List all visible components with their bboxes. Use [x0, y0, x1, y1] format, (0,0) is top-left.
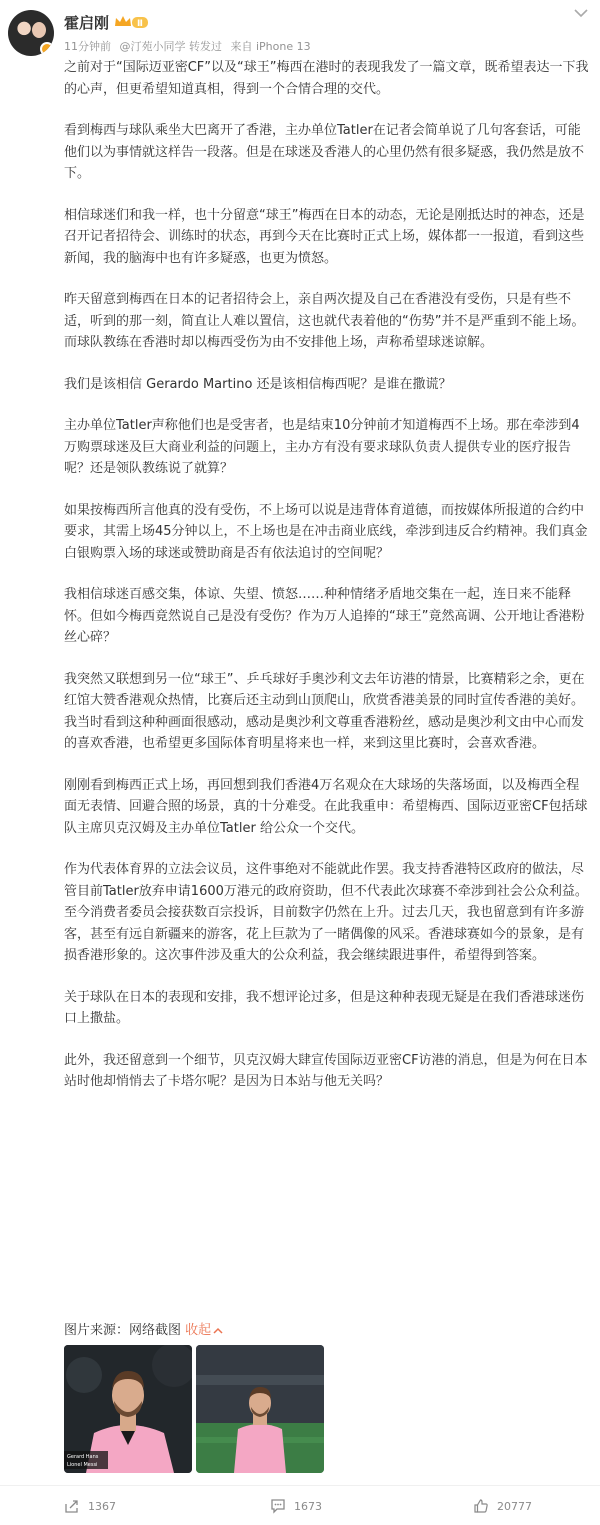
paragraph: 看到梅西与球队乘坐大巴离开了香港，主办单位Tatler在记者会简单说了几句客套话，可能他们以为事情就这样告一段落。但是在球迷及香港人的心里仍然有很多疑惑，我仍然是放不下。	[64, 123, 585, 181]
comment-button[interactable]	[270, 1496, 322, 1516]
author-name[interactable]: 霍启刚	[64, 14, 110, 32]
paragraph: 主办单位Tatler声称他们也是受害者，也是结束10分钟前才知道梅西不上场。那在牵涉到4万购票球迷及巨大商业利益的问题上，主办方有没有要求球队负责人提供专业的医疗报告呢？还是领队教练说了就算？	[64, 418, 580, 476]
vip-crown-icon[interactable]	[113, 14, 149, 30]
chevron-down-icon[interactable]	[572, 6, 590, 20]
post-meta	[64, 38, 316, 54]
paragraph: 刚刚看到梅西正式上场，再回想到我们香港4万名观众在大球场的失落场面，以及梅西全程面无表情、回避合照的场景，真的十分难受。在此我重申：希望梅西、国际迈亚密CF包括球队主席贝克汉姆及主办单位Tatler 给公众一个交代。	[64, 777, 588, 836]
image-source-label: 图片来源：网络截图	[64, 1323, 182, 1338]
photo-caption-line2: Lionel Messi	[67, 1462, 98, 1468]
paragraph: 相信球迷们和我一样，也十分留意“球王”梅西在日本的动态，无论是刚抵达时的神态，还是召开记者招待会、训练时的状态，再到今天在比赛时正式上场，媒体都一一报道，看到这些新闻，我的脑海中也有许多疑惑，也更为愤怒。	[64, 207, 585, 266]
post-photo-1[interactable]	[64, 1345, 192, 1473]
post-time[interactable]: 11分钟前	[64, 40, 111, 53]
svg-text:Ⅱ: Ⅱ	[137, 19, 143, 29]
like-button[interactable]	[473, 1496, 532, 1516]
player-pitch-image	[196, 1345, 324, 1473]
paragraph: 之前对于“国际迈亚密CF”以及“球王”梅西在港时的表现我发了一篇文章，既希望表达一下我的心声，但更希望知道真相，得到一个合情合理的交代。	[64, 60, 589, 97]
post-device: 来自 iPhone 13	[230, 40, 311, 53]
paragraph: 如果按梅西所言他真的没有受伤，不上场可以说是违背体育道德，而按媒体所报道的合约中要求，其需上场45分钟以上，不上场也是在冲击商业底线，牵涉到违反合约精神。我们真金白银购票入场的球迷或赞助商是否有依法追讨的空间呢？	[64, 502, 588, 561]
verified-badge-icon	[40, 42, 54, 56]
paragraph: 作为代表体育界的立法会议员，这件事绝对不能就此作罢。我支持香港特区政府的做法，尽管目前Tatler放弃申请1600万港元的政府资助，但不代表此次球赛不牵涉到社会公众利益。至今消费者委员会接获数百宗投诉，目前数字仍然在上升。过去几天，我也留意到有许多游客，甚至有远自新疆来的游客，花上巨款为了一睹偶像的风采。香港球赛如今的景象，是有损香港形象的。这次事件涉及重大的公众利益，我会继续跟进事件，希望得到答案。	[64, 862, 588, 963]
post-content	[64, 57, 592, 1093]
paragraph: 我们是该相信 Gerardo Martino 还是该相信梅西呢？是谁在撒谎？	[64, 376, 452, 392]
repost-button[interactable]	[64, 1496, 116, 1516]
share-icon	[64, 1498, 80, 1514]
player-closeup-image	[64, 1345, 192, 1473]
paragraph: 我突然又联想到另一位“球王”、乒乓球好手奥沙利文去年访港的情景，比赛精彩之余，更在红馆大赞香港观众热情，比赛后还主动到山顶爬山，欣赏香港美景的同时宣传香港的美好。我当时看到这种种画面很感动，感动是奥沙利文尊重香港粉丝，感动是奥沙利文由中心而发的喜欢香港，也希望更多国际体育明星将来也一样，来到这里比赛时，会喜欢香港。	[64, 671, 585, 751]
paragraph: 关于球队在日本的表现和安排，我不想评论过多，但是这种种表现无疑是在我们香港球迷伤口上撒盐。	[64, 989, 585, 1026]
chevron-up-icon	[213, 1327, 223, 1335]
repost-via[interactable]: @汀苑小同学 转发过	[119, 40, 222, 53]
thumbs-up-icon	[473, 1498, 489, 1514]
post-photo-2[interactable]	[196, 1345, 324, 1473]
image-source-line	[64, 1319, 223, 1338]
collapse-label: 收起	[185, 1323, 212, 1338]
paragraph: 昨天留意到梅西在日本的记者招待会上，亲自两次提及自己在香港没有受伤，只是有些不适，听到的那一刻，简直让人难以置信，这也就代表着他的“伤势”并不是严重到不能上场。而球队教练在香港时却以梅西受伤为由不安排他上场，声称希望球迷谅解。	[64, 292, 585, 350]
comment-count: 1673	[294, 1499, 322, 1513]
post-action-bar	[0, 1485, 600, 1525]
repost-count: 1367	[88, 1499, 116, 1513]
collapse-button[interactable]	[185, 1323, 223, 1338]
avatar[interactable]	[8, 10, 54, 56]
like-count: 20777	[497, 1499, 532, 1513]
paragraph: 我相信球迷百感交集，体谅、失望、愤怒……种种情绪矛盾地交集在一起，连日来不能释怀。但如今梅西竟然说自己是没有受伤？作为万人追捧的“球王”竟然高调、公开地让香港粉丝心碎？	[64, 587, 585, 645]
comment-icon	[270, 1498, 286, 1514]
paragraph: 此外，我还留意到一个细节，贝克汉姆大肆宣传国际迈亚密CF访港的消息，但是为何在日本站时他却悄悄去了卡塔尔呢？是因为日本站与他无关吗？	[64, 1052, 588, 1089]
photo-caption-line1: Gerard Hans	[67, 1454, 99, 1460]
post-header	[0, 0, 600, 60]
avatar-face	[32, 22, 46, 38]
